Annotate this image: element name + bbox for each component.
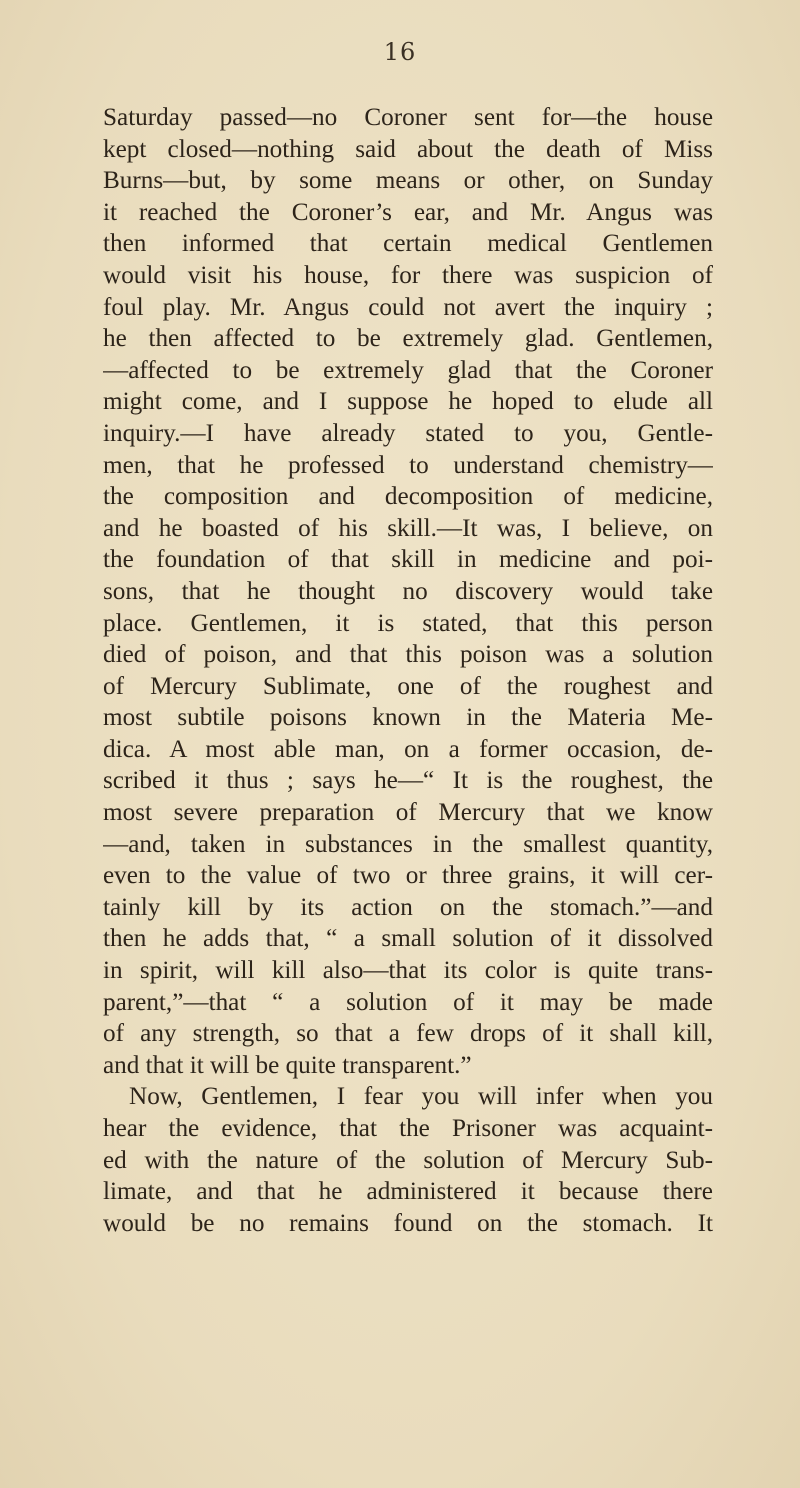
text-line: might come, and I suppose he hoped to elude all [103,388,713,416]
text-line: Burns—but, by some means or other, on Sunday [103,167,713,195]
text-line: most severe preparation of Mercury that we know [103,799,713,827]
text-line: and he boasted of his skill.—It was, I believe, on [103,514,713,542]
text-line: parent,”—that “ a solution of it may be made [103,988,713,1016]
text-line: of any strength, so that a few drops of it shall kill, [103,1020,713,1048]
text-line: most subtile poisons known in the Materia Me- [103,704,713,732]
text-line: inquiry.—I have already stated to you, Gentle- [103,419,713,447]
text-line: then informed that certain medical Gentlemen [103,230,713,258]
paragraph-start-line: Now, Gentlemen, I fear you will infer when you [129,1083,713,1111]
text-line: —affected to be extremely glad that the Coroner [103,356,713,384]
text-line: sons, that he thought no discovery would take [103,577,713,605]
text-line: hear the evidence, that the Prisoner was acquaint- [103,1115,713,1142]
text-line: the composition and decomposition of medicine, [103,483,713,511]
text-line: would be no remains found on the stomach. It [103,1209,713,1237]
text-line: he then affected to be extremely glad. Gentlemen, [103,325,713,353]
paragraph-end-line: and that it will be quite transparent.” [103,1051,472,1079]
text-line: in spirit, will kill also—that its color is quite trans- [103,957,713,985]
text-line: died of poison, and that this poison was a solution [103,641,713,669]
text-line: men, that he professed to understand chemistry— [103,451,713,479]
text-line: ed with the nature of the solution of Mercury Sub- [103,1146,713,1174]
text-line: then he adds that, “ a small solution of it dissolved [103,925,713,953]
text-line: —and, taken in substances in the smallest quantity, [103,830,713,858]
text-line: even to the value of two or three grains, it will cer- [103,862,713,890]
text-line: scribed it thus ; says he—“ It is the roughest, the [103,767,713,795]
page-number: 16 [383,38,417,66]
text-line: of Mercury Sublimate, one of the roughest and [103,672,713,700]
text-line: place. Gentlemen, it is stated, that this person [103,609,713,637]
text-line: tainly kill by its action on the stomach.”—and [103,893,713,921]
text-line: would visit his house, for there was suspicion of [103,261,713,289]
text-line: dica. A most able man, on a former occasion, de- [103,735,713,763]
body-text [103,102,713,1239]
text-line: Saturday passed—no Coroner sent for—the house [103,104,713,131]
text-line: it reached the Coroner’s ear, and Mr. Angus was [103,198,713,226]
text-line: foul play. Mr. Angus could not avert the inquiry ; [103,293,713,321]
text-line: kept closed—nothing said about the death of Miss [103,135,713,163]
text-line: the foundation of that skill in medicine and poi- [103,546,713,574]
text-line: limate, and that he administered it because there [103,1178,713,1206]
